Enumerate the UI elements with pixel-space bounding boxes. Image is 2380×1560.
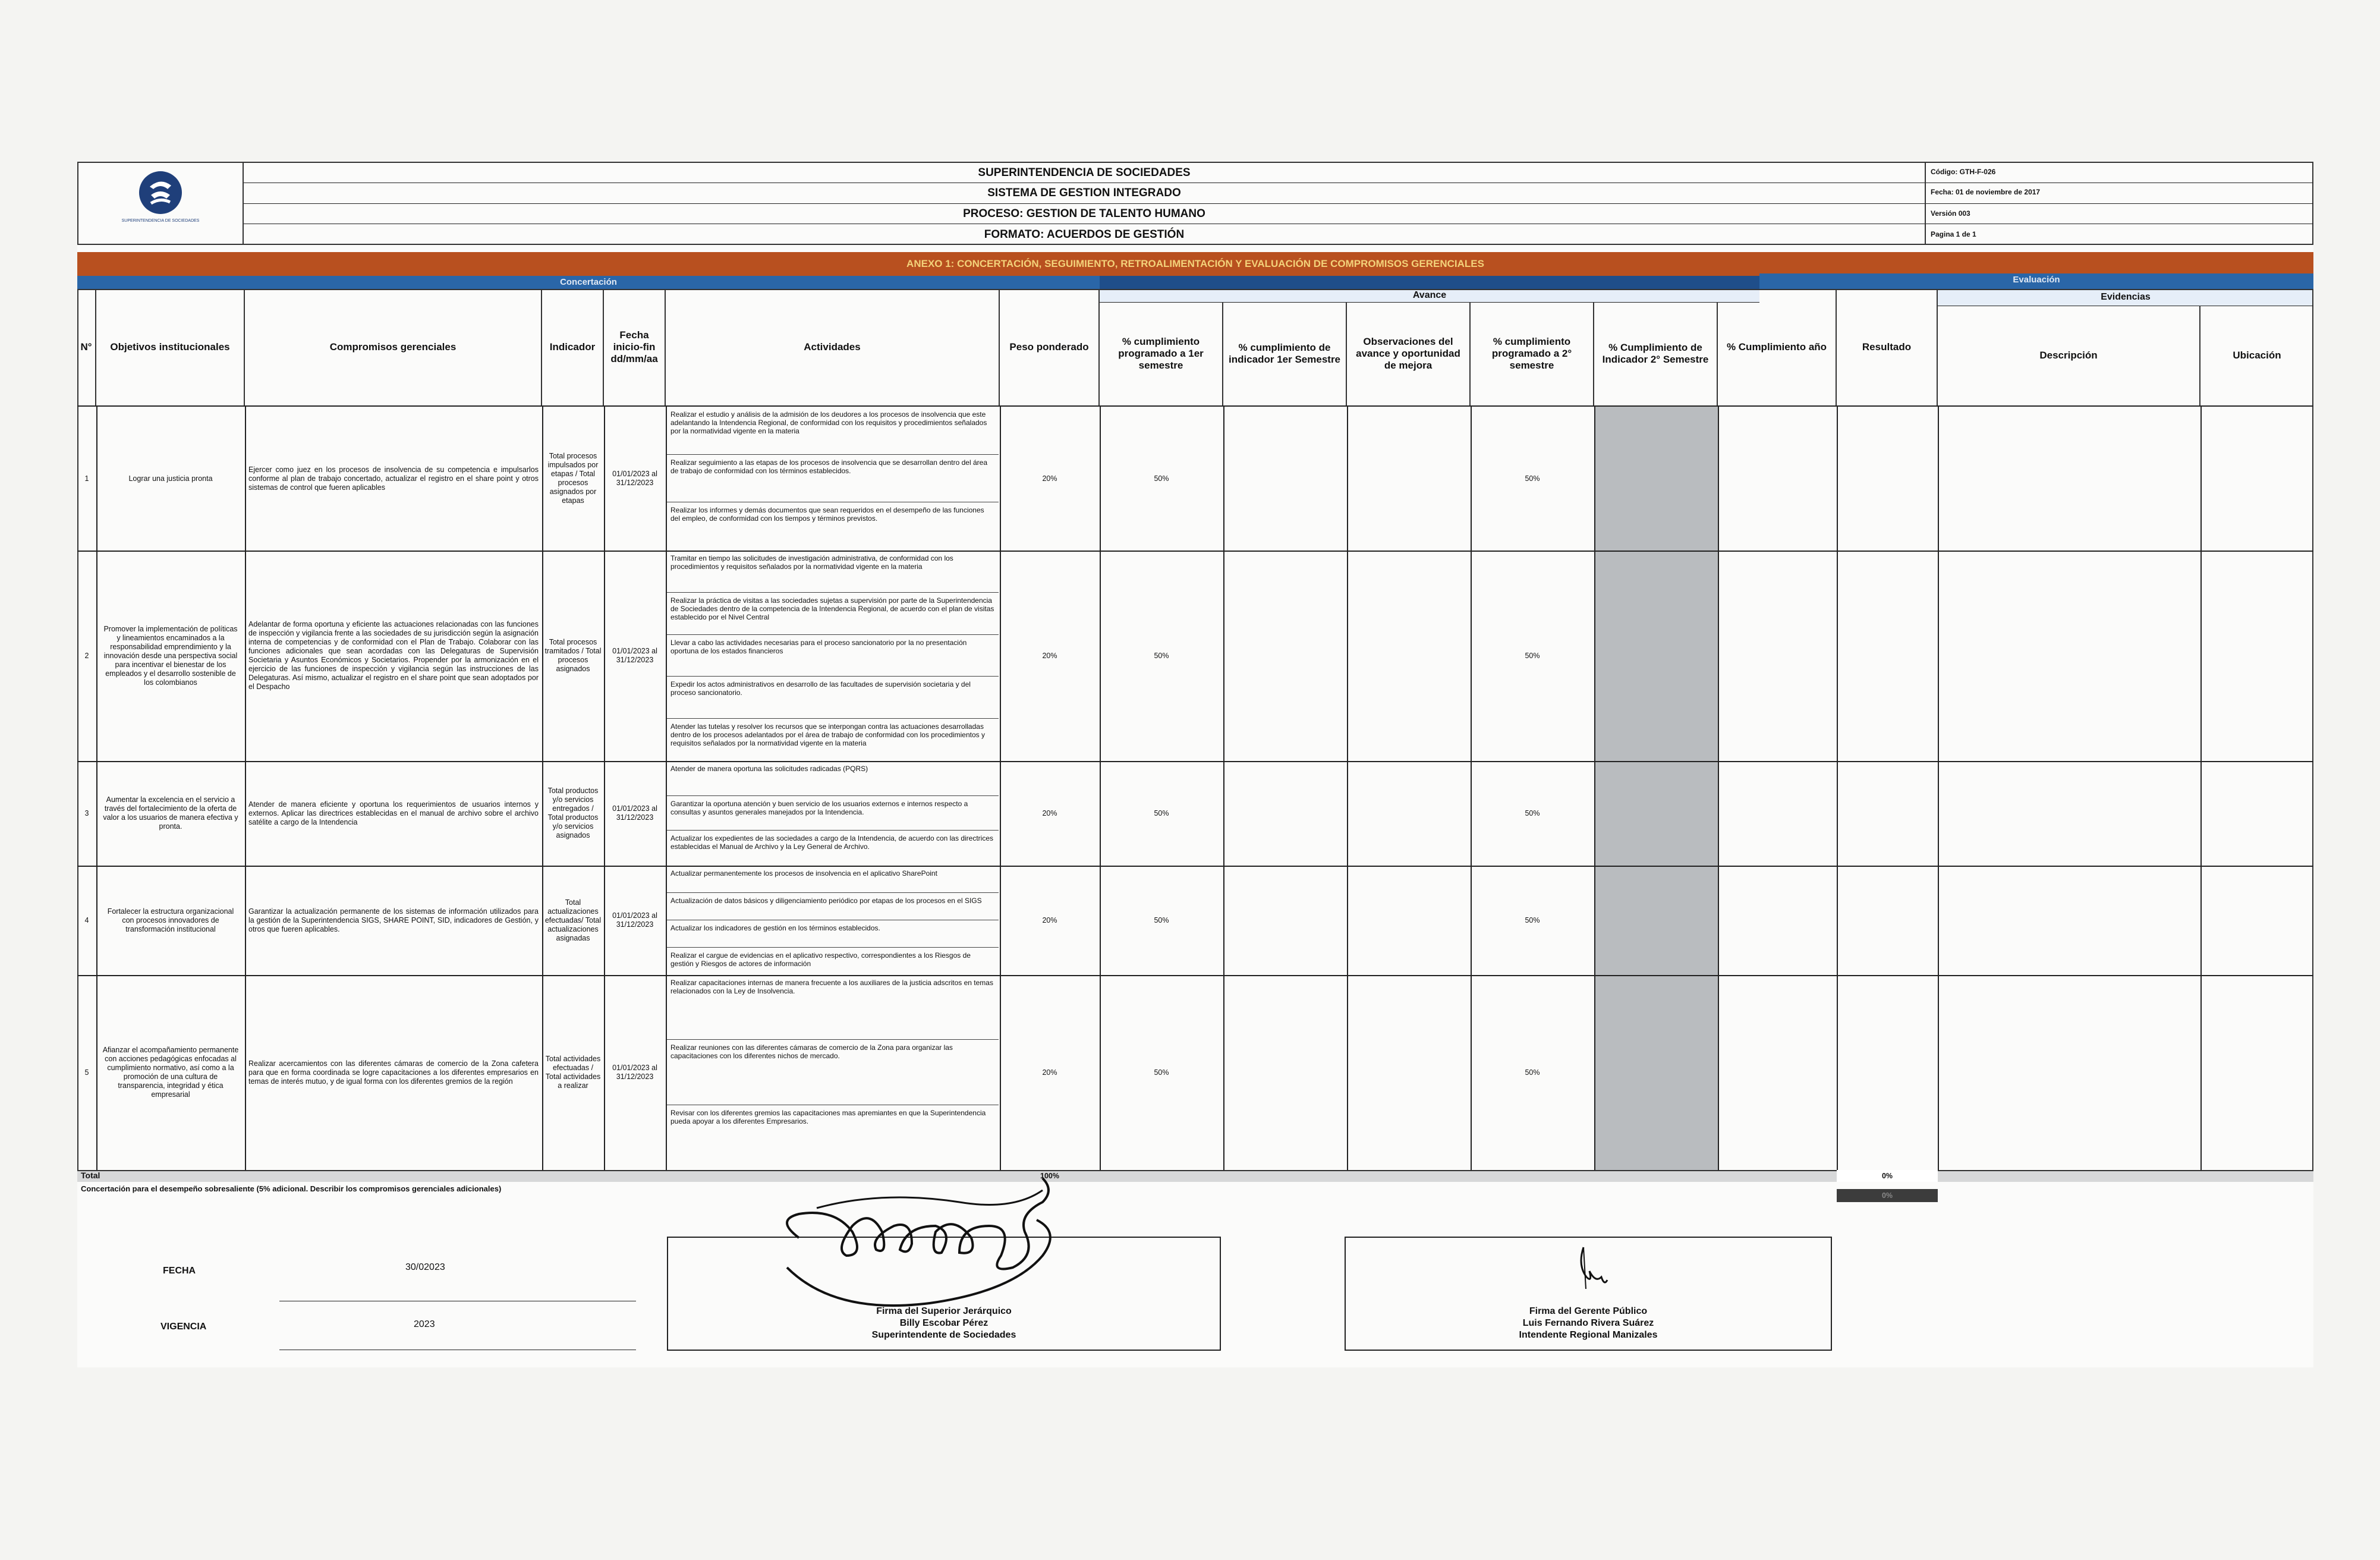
firma2-line2: Luis Fernando Rivera Suárez (1522, 1318, 1654, 1328)
handwritten-signature-gerente (1566, 1241, 1613, 1295)
col-header-ind2: % Cumplimiento de Indicador 2° Semestre (1594, 302, 1718, 405)
total-label: Total (81, 1171, 100, 1180)
header-title-block (244, 162, 1926, 245)
col-header-obs: Observaciones del avance y oportunidad de mejora (1347, 302, 1471, 405)
col-header-descripcion: Descripción (1938, 306, 2200, 405)
activity-item: Actualizar permanentemente los procesos de insolvencia en el aplicativo SharePoint (667, 866, 999, 893)
row-indicador: Total actualizaciones efectuadas/ Total actualizaciones asignadas (544, 898, 602, 942)
handwritten-signature-superior (763, 1166, 1096, 1321)
activity-item: Atender de manera oportuna las solicitudes radicadas (PQRS) (667, 761, 999, 796)
row-compromiso: Adelantar de forma oportuna y eficiente las actuaciones relacionadas con las funciones de inspección y vigilancia frente a las sociedades de su jurisdicción según la asignación interna de competencias y de conformidad con el Plan de Trabajo. Colaborar con las funciones adicionales que sean acordadas con las Delegaturas de Supervisión Societaria y Asuntos Económicos y Societarios. Propender por la armonización en el ejercicio de las funciones de inspección y vigilancia según las instrucciones de las Delegaturas. Así mismo, actualizar el registro en el share point que sean adoptados por el Despacho (248, 620, 539, 691)
row-number: 3 (84, 809, 89, 817)
row-peso: 20% (1042, 1068, 1057, 1077)
row-prog2: 50% (1525, 474, 1540, 483)
row-prog2: 50% (1525, 809, 1540, 817)
section-divider-bar (1100, 276, 1759, 289)
total-peso: 100% (1040, 1171, 1059, 1180)
col-header-prog1: % cumplimiento programado a 1er semestre (1100, 302, 1223, 405)
header-line-1: SUPERINTENDENCIA DE SOCIEDADES (978, 166, 1191, 179)
meta-fecha: Fecha: 01 de noviembre de 2017 (1931, 188, 2041, 196)
activity-item: Realizar reuniones con las diferentes cámaras de comercio de la Zona para organizar las capacitaciones con los diferentes nichos de mercado. (667, 1040, 999, 1105)
row-objetivo: Fortalecer la estructura organizacional con procesos innovadores de transformación institucional (107, 907, 234, 933)
col-header-ind1: % cumplimiento de indicador 1er Semestre (1223, 302, 1347, 405)
fecha-label: FECHA (163, 1266, 196, 1276)
firma1-line2: Billy Escobar Pérez (899, 1318, 988, 1328)
row-indicador: Total procesos tramitados / Total procesos asignados (544, 638, 602, 673)
sobresaliente-value: 0% (1837, 1189, 1938, 1202)
firma1-line3: Superintendente de Sociedades (871, 1330, 1016, 1340)
activity-item: Realizar la práctica de visitas a las sociedades sujetas a supervisión por parte de la Superintendencia de Sociedades dentro de la competencia de la Intendencia Regional, de acuerdo con el plan de visitas establecido por el Nivel Central (667, 593, 999, 635)
row-number: 4 (84, 916, 89, 924)
activity-item: Realizar los informes y demás documentos que sean requeridos en el desempeño de las funciones del empleo, de conformidad con los tiempos y términos previstos. (670, 506, 984, 523)
col-header-ubicacion: Ubicación (2233, 350, 2281, 361)
row-indicador: Total productos y/o servicios entregados / Total productos y/o servicios asignados (547, 787, 599, 839)
row-number: 1 (84, 474, 89, 483)
row-compromiso: Ejercer como juez en los procesos de insolvencia de su competencia e impulsarlos conforme al plan de trabajo concertado, actualizar el registro en el share point y otros sistemas de control que fueren aplicables (248, 465, 539, 492)
row-fecha: 01/01/2023 al 31/12/2023 (612, 470, 657, 487)
header-line-2: SISTEMA DE GESTION INTEGRADO (987, 187, 1181, 199)
row-prog1: 50% (1154, 1068, 1169, 1077)
signature-box-superior (667, 1237, 1221, 1351)
col-header-indicador: Indicador (542, 289, 604, 405)
vigencia-value: 2023 (414, 1319, 435, 1329)
activity-item: Garantizar la oportuna atención y buen servicio de los usuarios externos e internos respecto a consultas y asuntos generales manejados por la Intendencia. (667, 796, 999, 831)
col-header-actividades: Actividades (666, 289, 1000, 405)
row-number: 5 (84, 1068, 89, 1077)
activity-item: Actualizar los expedientes de las sociedades a cargo de la Intendencia, de acuerdo con las directrices establecidas el Manual de Archivo y la Ley General de Archivo. (670, 834, 993, 851)
supersociedades-logo-icon (137, 169, 184, 216)
activity-item: Realizar capacitaciones internas de manera frecuente a los auxiliares de la justicia adscritos en temas relacionados con la Ley de Insolvencia. (667, 975, 999, 1040)
row-objetivo: Afianzar el acompañamiento permanente con acciones pedagógicas enfocadas al cumplimiento normativo, así como a la promoción de una cultura de transparencia, integridad y ética empresarial (102, 1046, 239, 1099)
meta-codigo: Código: GTH-F-026 (1931, 168, 1996, 176)
header-line-4: FORMATO: ACUERDOS DE GESTIÓN (984, 228, 1185, 241)
row-fecha: 01/01/2023 al 31/12/2023 (612, 911, 657, 929)
logo-caption: SUPERINTENDENCIA DE SOCIEDADES (121, 219, 200, 223)
row-prog1: 50% (1154, 651, 1169, 660)
activity-item: Realizar el cargue de evidencias en el aplicativo respectivo, correspondientes a los Riesgos de gestión y Riesgos de actores de información (670, 951, 971, 968)
activity-item: Tramitar en tiempo las solicitudes de investigación administrativa, de conformidad con los procedimientos y requisitos señalados por la normatividad vigente en la materia (667, 551, 999, 593)
total-row (77, 1170, 2313, 1182)
activity-item: Realizar el estudio y análisis de la admisión de los deudores a los procesos de insolvencia que este adelantando la Intendencia Regional, de conformidad con los requisitos y procedimientos señalados por la normatividad vigente en la materia (667, 407, 999, 455)
vigencia-label: VIGENCIA (160, 1322, 207, 1332)
row-objetivo: Lograr una justicia pronta (128, 474, 213, 483)
row-fecha: 01/01/2023 al 31/12/2023 (612, 1064, 657, 1081)
row-number: 2 (84, 651, 89, 660)
row-prog1: 50% (1154, 916, 1169, 924)
row-peso: 20% (1042, 474, 1057, 483)
row-peso: 20% (1042, 651, 1057, 660)
col-header-resultado: Resultado (1837, 289, 1938, 405)
row-indicador: Total procesos impulsados por etapas / Total procesos asignados por etapas (547, 452, 599, 505)
concertacion-bar: Concertación (77, 276, 1100, 289)
row-indicador: Total actividades efectuadas / Total actividades a realizar (545, 1055, 601, 1090)
ind2-shaded-column (1594, 407, 1718, 1170)
activity-item: Revisar con los diferentes gremios las capacitaciones mas apremiantes en que la Superintendencia pueda apoyar a los diferentes Empresarios. (670, 1108, 986, 1125)
sobresaliente-text: Concertación para el desempeño sobresaliente (5% adicional. Describir los compromisos gerenciales adicionales) (81, 1184, 502, 1193)
logo-cell (77, 162, 244, 245)
row-objetivo: Aumentar la excelencia en el servicio a través del fortalecimiento de la oferta de valor a los usuarios de manera efectiva y pronta. (103, 795, 238, 831)
firma2-line1: Firma del Gerente Público (1529, 1306, 1648, 1316)
row-prog1: 50% (1154, 474, 1169, 483)
row-fecha: 01/01/2023 al 31/12/2023 (612, 647, 657, 664)
document-sheet (77, 162, 2313, 1367)
col-header-n: N° (77, 289, 96, 405)
row-compromiso: Atender de manera eficiente y oportuna los requerimientos de usuarios internos y externos. Aplicar las directrices establecidas en el manual de archivo sobre el archivo satélite a cargo de la Intendencia (248, 800, 539, 826)
row-fecha: 01/01/2023 al 31/12/2023 (612, 804, 657, 822)
col-header-prog2: % cumplimiento programado a 2° semestre (1471, 302, 1594, 405)
activity-item: Actualización de datos básicos y diligenciamiento periódico por etapas de los procesos en el SIGS (667, 893, 999, 920)
activity-item: Expedir los actos administrativos en desarrollo de las facultades de supervisión societaria y del proceso sancionatorio. (667, 677, 999, 719)
activity-item: Atender las tutelas y resolver los recursos que se interpongan contra las actuaciones desarrolladas dentro de los procesos adelantados por el área de trabajo de conformidad con los procedimientos y requisitos señalados por la normatividad vigente en la materia (670, 722, 985, 748)
firma1-line1: Firma del Superior Jerárquico (876, 1306, 1012, 1316)
signature-box-gerente (1345, 1237, 1832, 1351)
row-prog1: 50% (1154, 809, 1169, 817)
activity-item: Actualizar los indicadores de gestión en los términos establecidos. (667, 920, 999, 948)
col-header-anio: % Cumplimiento año (1718, 289, 1837, 405)
activity-item: Llevar a cabo las actividades necesarias para el proceso sancionatorio por la no presentación oportuna de los estados financieros (667, 635, 999, 677)
row-compromiso: Garantizar la actualización permanente de los sistemas de información utilizados para la gestión de la Superintendencia SIGS, SHARE POINT, SID, indicadores de Gestión, y otros que fueren aplicables. (248, 907, 539, 933)
row-compromiso: Realizar acercamientos con las diferentes cámaras de comercio de la Zona cafetera para que en forma coordinada se logre capacitaciones a los diferentes empresarios en temas de interés mutuo, y de igual forma con los diferentes gremios de la región (248, 1059, 539, 1086)
row-objetivo: Promover la implementación de políticas y lineamientos encaminados a la responsabilidad emprendimiento y la innovación desde una perspectiva social para incentivar el bienestar de los empleados y el desarrollo sostenible de los colombianos (103, 624, 238, 687)
header-meta-block (1926, 162, 2313, 245)
col-header-evidencias: Evidencias (2101, 292, 2151, 302)
meta-version: Versión 003 (1931, 209, 1970, 218)
row-prog2: 50% (1525, 916, 1540, 924)
row-prog2: 50% (1525, 1068, 1540, 1077)
col-header-compromisos: Compromisos gerenciales (245, 289, 542, 405)
firma2-line3: Intendente Regional Manizales (1519, 1330, 1658, 1340)
anexo-title-bar: ANEXO 1: CONCERTACIÓN, SEGUIMIENTO, RETROALIMENTACIÓN Y EVALUACIÓN DE COMPROMISOS GERENCIALES (77, 252, 2313, 276)
col-header-avance: Avance (1412, 290, 1447, 300)
col-header-objetivos: Objetivos institucionales (96, 289, 245, 405)
total-resultado: 0% (1837, 1170, 1938, 1182)
col-header-fecha: Fecha inicio-fin dd/mm/aa (604, 289, 666, 405)
header-line-3: PROCESO: GESTION DE TALENTO HUMANO (963, 207, 1205, 220)
col-header-peso: Peso ponderado (1000, 289, 1100, 405)
row-peso: 20% (1042, 916, 1057, 924)
meta-pagina: Pagina 1 de 1 (1931, 230, 1976, 238)
fecha-value: 30/02023 (405, 1262, 445, 1272)
evaluacion-bar: Evaluación (1759, 273, 2313, 289)
row-peso: 20% (1042, 809, 1057, 817)
row-prog2: 50% (1525, 651, 1540, 660)
activity-item: Realizar seguimiento a las etapas de los procesos de insolvencia que se desarrollan dentro del área de trabajo de conformidad con los términos establecidos. (667, 455, 999, 503)
